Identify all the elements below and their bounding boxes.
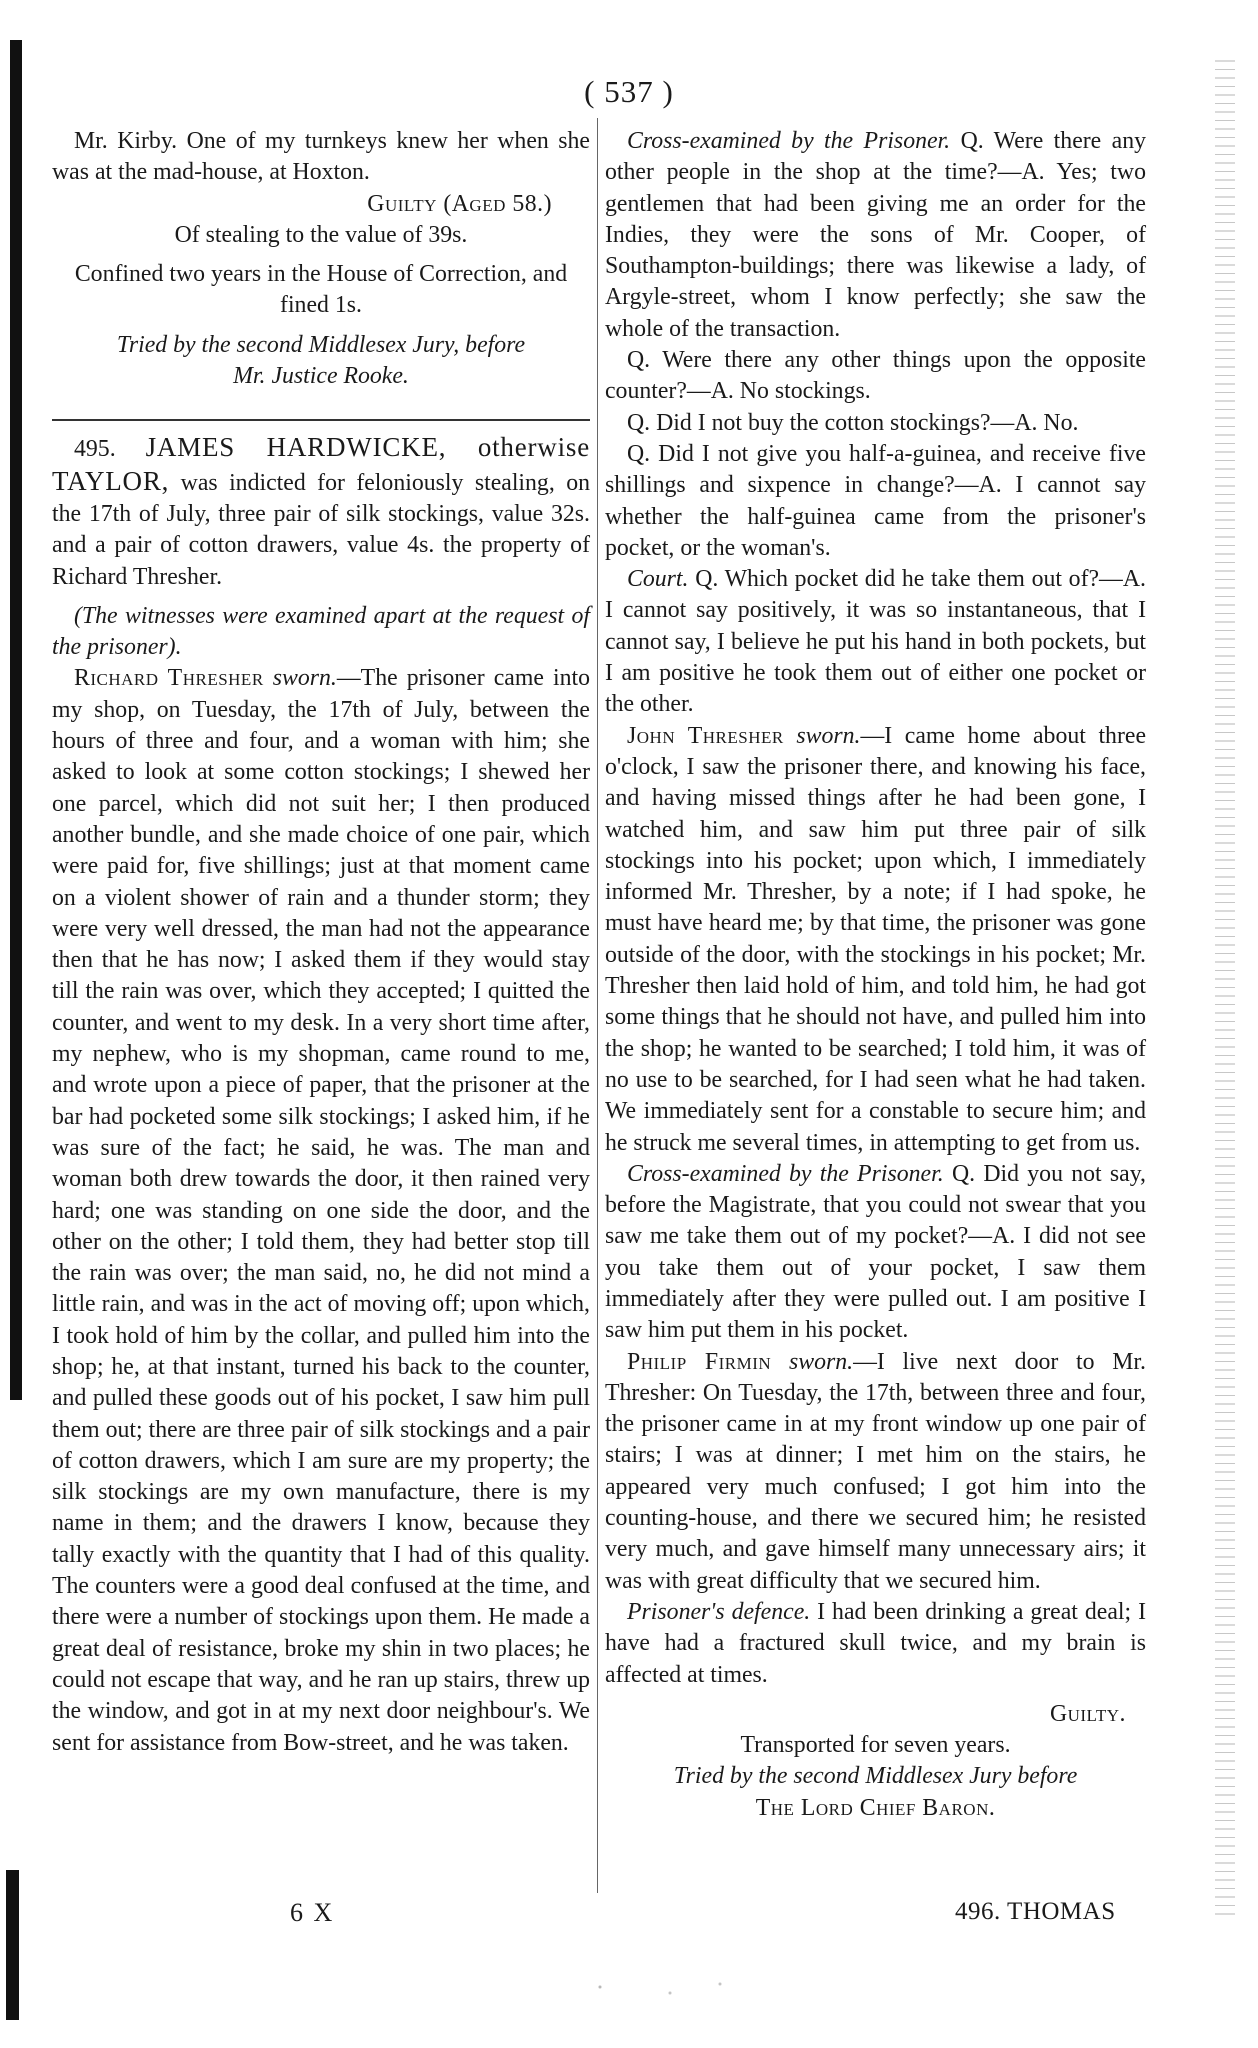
testimony-richard-thresher: Richard Thresher sworn.—The prisoner came into my shop, on Tuesday, the 17th of July, between the hours of three and four, and a woman with him; she asked to look at some cotton stockings; I shewed her one parcel, which did not suit her; I then produced another bundle, and she made choice of one pair, which were paid for, five shillings; just at that moment came on a violent shower of rain and a thunder storm; they were very well dressed, the man had not the appearance then that he has now; I asked them if they would stay till the rain was over, which they accepted; I quitted the counter, and went to my desk. In a very short time after, my nephew, who is my shopman, came round to me, and wrote upon a piece of paper, that the prisoner at the bar had pocketed some silk stockings; I asked him, if he was sure of the fact; he said, he was. The man and woman both drew towards the door, it then rained very hard; one was standing on one side the door, and the other on the other; I told them, they had better stop till the rain was over; the man said, no, he did not mind a little rain, and was in the act of moving off; upon which, I took hold of him by the collar, and pulled him into the shop; he, at that instant, turned his back to the counter, and pulled these goods out of his pocket, I saw him pull them out; there are three pair of silk stockings and a pair of cotton drawers, which I am sure are my property; the silk stockings are my own manufacture, there is my name in them; and the drawers I know, because they tally exactly with the quantity that I had of this quality. The counters were a good deal confused at the time, and there were a number of stockings upon them. He made a great deal of resistance, broke my shin in two places; he could not escape that way, and he ran up stairs, threw up the window, and got in at my next door neighbour's. We sent for assistance from Bow-street, and he was taken. [52, 665, 590, 1756]
right-column [605, 126, 1146, 1824]
binding-edge-bottom [6, 1870, 19, 2020]
binding-edge-top [10, 40, 22, 1400]
page-edge-shadow [1215, 60, 1235, 1920]
defendant-name: JAMES HARDWICKE, otherwise TAYLOR, [52, 432, 590, 496]
jury-line: Tried by the second Middlesex Jury, before [116, 331, 526, 358]
question-cotton-stockings: Q. Did I not buy the cotton stockings?—A. No. [627, 409, 1079, 436]
testimony-john-thresher: John Thresher sworn.—I came home about three o'clock, I saw the prisoner there, and knowing his face, and having missed things after he had been gone, I watched him, and saw him put three pair of silk stockings into his pocket; upon which, I immediately informed Mr. Thresher, by a note; if I had spoke, he must have heard me; by that time, the prisoner was gone outside of the door, with the stockings in his pocket; Mr. Thresher then laid hold of him, and told him, he had got some things that he should not have, and pulled him into the shop; he wanted to be searched; I told him, it was of no use to be searched, for I had seen what he had taken. We immediately sent for a constable to secure him; and he struck me several times, in attempting to get from us. [605, 722, 1147, 1156]
testimony-kirby: Mr. Kirby. One of my turnkeys knew her when she was at the mad-house, at Hoxton. [52, 128, 590, 186]
case-495-indictment: 495. JAMES HARDWICKE, otherwise TAYLOR, was indicted for feloniously stealing, on the 17th of July, three pair of silk stockings, value 32s. and a pair of cotton drawers, value 4s. the property of Richard Thresher. [52, 432, 591, 590]
sentence-confined: Confined two years in the House of Correction, and fined 1s. [74, 261, 568, 319]
catchword: 496. THOMAS [955, 1898, 1116, 1925]
page-number: ( 537 ) [584, 74, 674, 109]
paper-specks [560, 1975, 760, 2005]
witness-note: (The witnesses were examined apart at the request of the prisoner). [52, 602, 590, 661]
verdict-guilty-aged: Guilty (Aged 58.) [367, 190, 552, 217]
charge-value: Of stealing to the value of 39s. [174, 221, 468, 248]
judge-line-2: The Lord Chief Baron. [755, 1794, 996, 1821]
court-question: Court. Q. Which pocket did he take them out of?—A. I cannot say positively, it was so instantaneous, that I cannot say, I believe he put his hand in both pockets, but I am positive he took them out of either one pocket or the other. [605, 566, 1146, 718]
cross-examination-1: Cross-examined by the Prisoner. Q. Were there any other people in the shop at the time?—A. Yes; two gentlemen that had been giving me an order for the Indies, they were the sons of Mr. Cooper, of Southampton-buildings; there was likewise a lady, of Argyle-street, whom I know perfectly; she saw the whole of the transaction. [605, 128, 1147, 342]
left-column [52, 126, 590, 1759]
column-divider [597, 118, 598, 1893]
question-half-guinea: Q. Did I not give you half-a-guinea, and receive five shillings and sixpence in change?—A. I cannot say whether the half-guinea came from the prisoner's pocket, or the woman's. [605, 440, 1146, 561]
sentence-transported: Transported for seven years. [740, 1732, 1011, 1759]
jury-line-2: Tried by the second Middlesex Jury before [673, 1763, 1078, 1790]
testimony-philip-firmin: Philip Firmin sworn.—I live next door to Mr. Thresher: On Tuesday, the 17th, between three and four, the prisoner came in at my front window up one pair of stairs; I was at dinner; I met him on the stairs, he appeared very much confused; I got him into the counting-house, and there we secured him; he resisted very much, and gave himself many unnecessary airs; it was with great difficulty that we secured him. [605, 1348, 1146, 1594]
verdict-guilty: Guilty. [1049, 1700, 1126, 1727]
question-opposite-counter: Q. Were there any other things upon the opposite counter?—A. No stockings. [605, 347, 1146, 405]
cross-examination-2: Cross-examined by the Prisoner. Q. Did you not say, before the Magistrate, that you could not swear that you saw me take them out of my pocket?—A. I did not see you take them out of your pocket, I saw them immediately after they were pulled out. I am positive I saw him put them in his pocket. [605, 1160, 1147, 1344]
signature-mark: 6 X [290, 1898, 335, 1927]
judge-line: Mr. Justice Rooke. [233, 363, 409, 390]
prisoner-defence: Prisoner's defence. I had been drinking a great deal; I have had a fractured skull twice, and my brain is affected at times. [605, 1598, 1147, 1688]
